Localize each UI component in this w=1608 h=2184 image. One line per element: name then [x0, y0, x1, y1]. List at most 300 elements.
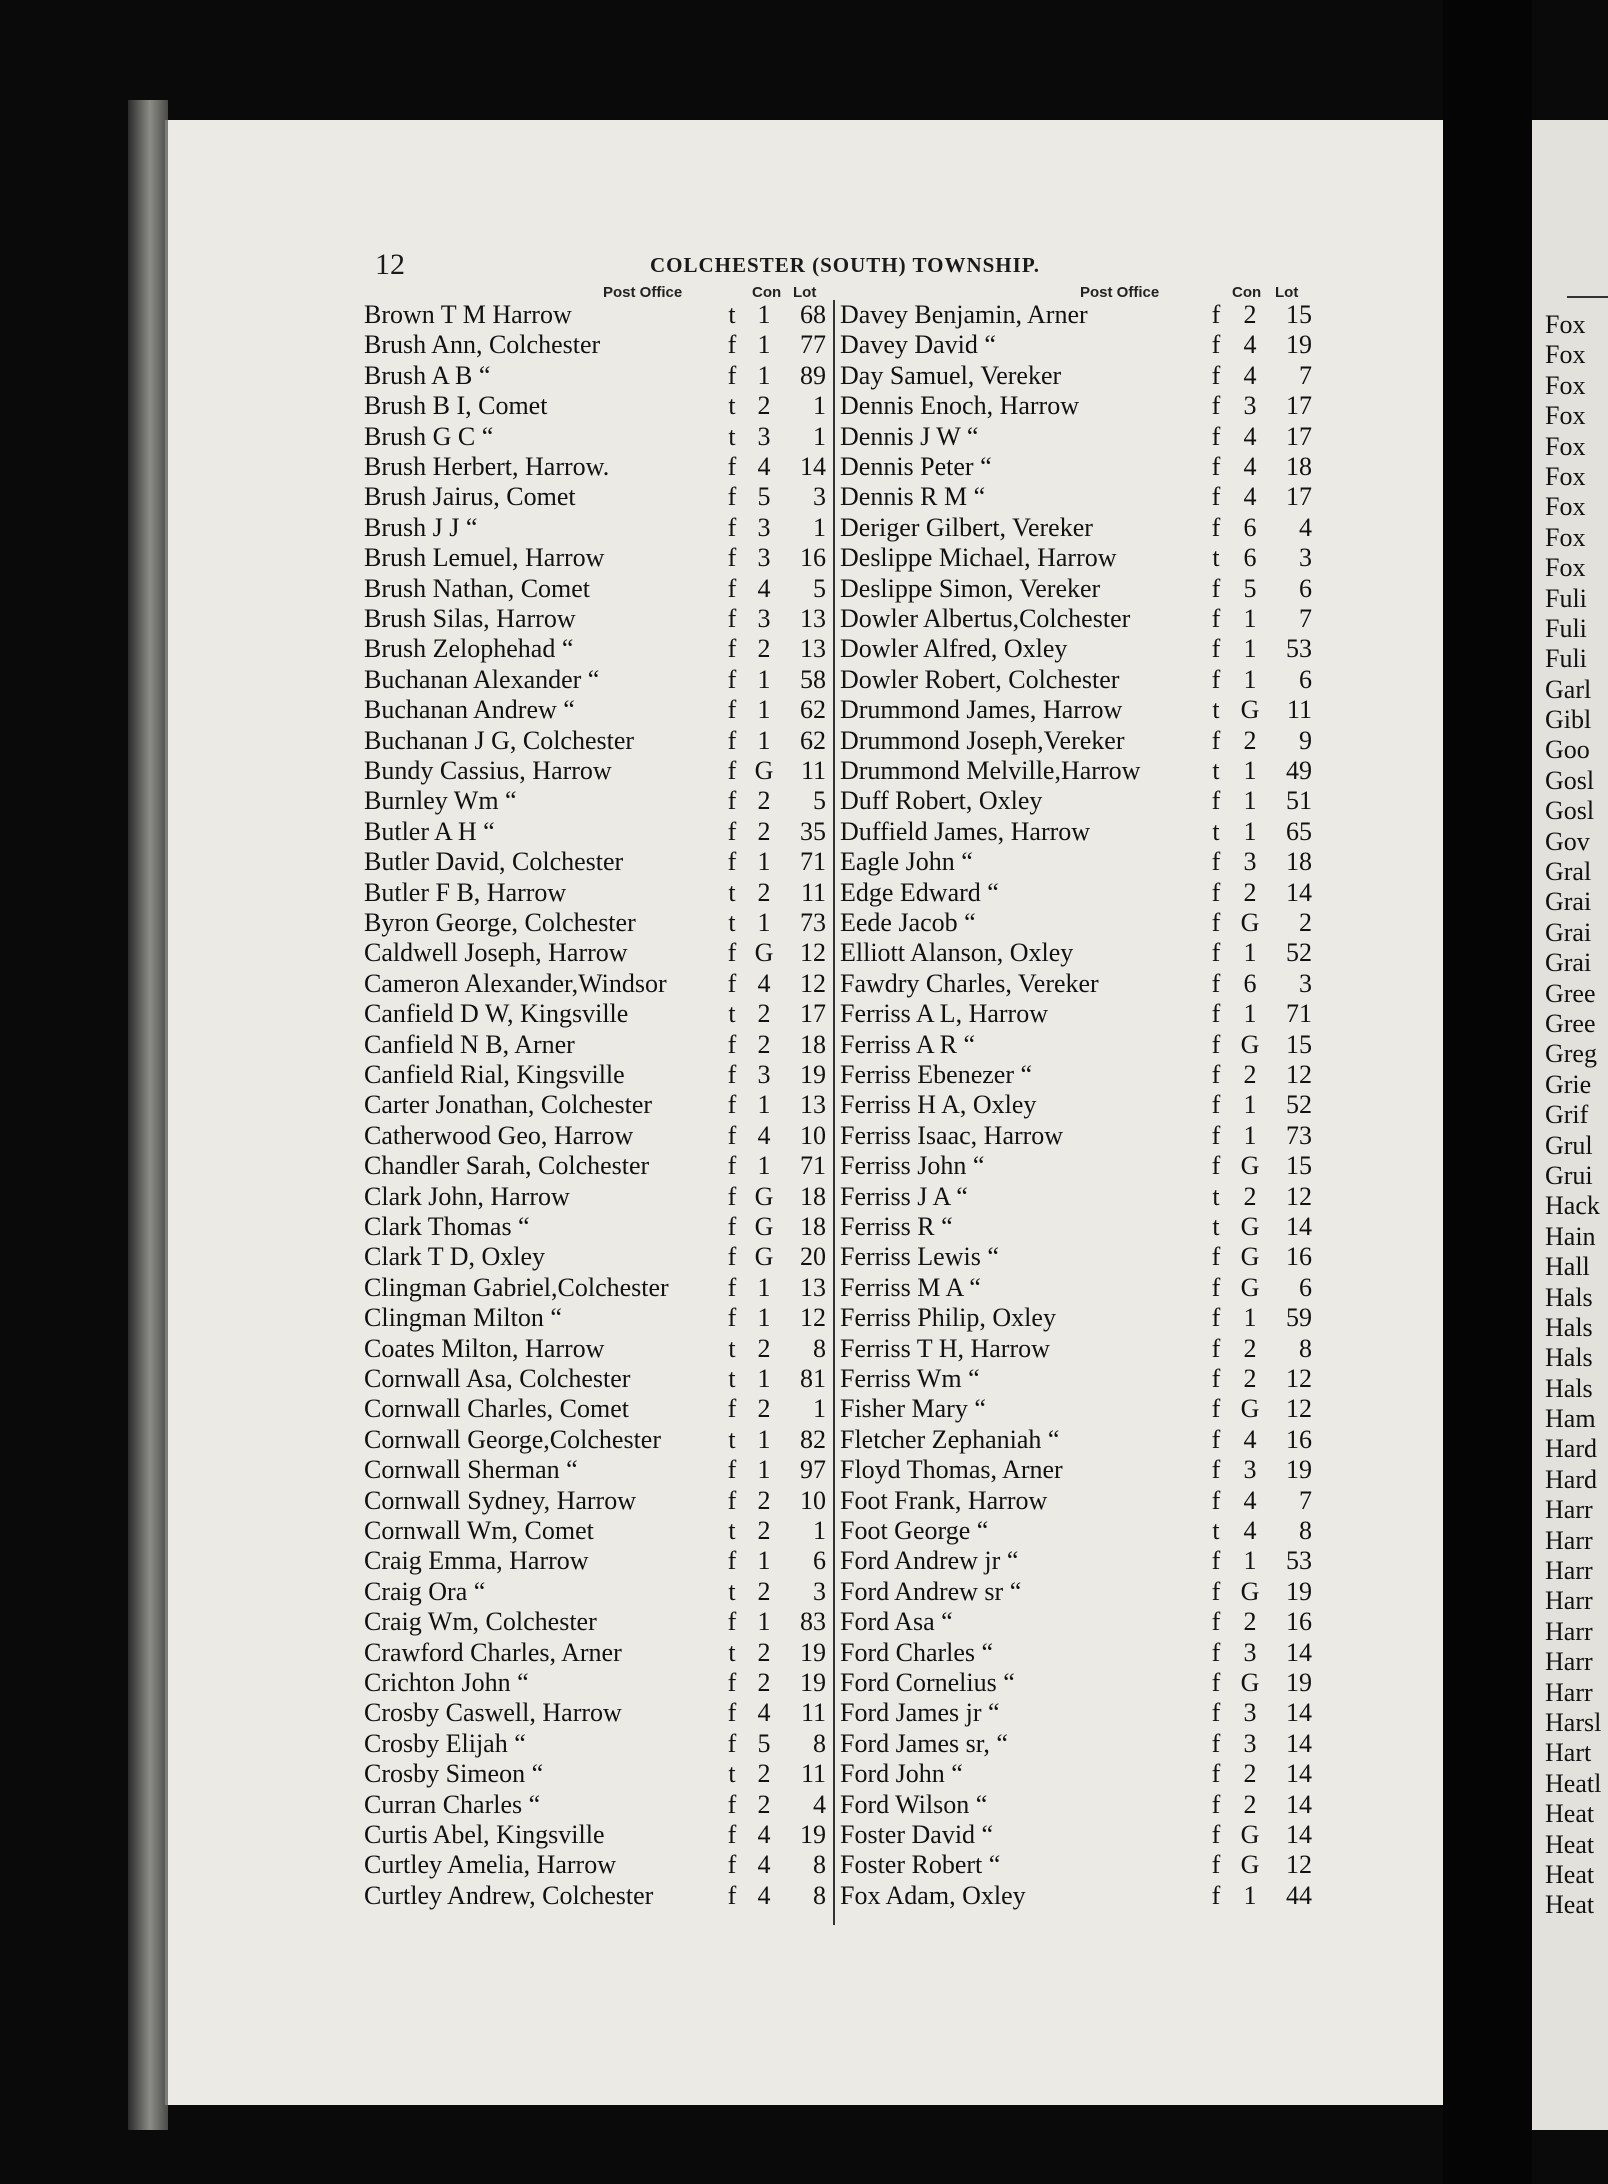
entry-lot: 71 [800, 1151, 826, 1181]
entry-concession: 1 [1243, 664, 1257, 694]
entry-lot: 82 [800, 1424, 826, 1454]
entry-name: Clark T D, Oxley [364, 1242, 546, 1272]
entry-name: Butler David, Colchester [364, 847, 624, 877]
entry-lot: 5 [813, 573, 826, 603]
entry-lot: 71 [1286, 999, 1312, 1029]
entry-lot: 19 [1286, 330, 1312, 360]
entry-name: Drummond James, Harrow [840, 695, 1123, 725]
entry-concession: 3 [757, 1060, 771, 1089]
entry-concession: 3 [757, 604, 771, 633]
page-title: COLCHESTER (SOUTH) TOWNSHIP. [650, 253, 1040, 277]
edge-word: Heatl [1545, 1768, 1602, 1798]
edge-word: Gov [1545, 826, 1590, 856]
edge-word: Grai [1545, 948, 1592, 978]
entry-lot: 8 [813, 1850, 826, 1880]
entry-name: Craig Ora “ [364, 1576, 486, 1606]
entry-lot: 8 [813, 1333, 826, 1363]
entry-type: f [1211, 1880, 1221, 1910]
entry-lot: 17 [1286, 421, 1312, 451]
entry-name: Dowler Albertus,Colchester [840, 604, 1131, 633]
entry-concession: 2 [757, 1516, 771, 1545]
entry-type: f [727, 1455, 737, 1485]
entry-name: Clark John, Harrow [364, 1181, 570, 1211]
edge-word: Garl [1545, 674, 1592, 704]
entry-name: Curtis Abel, Kingsville [364, 1820, 605, 1849]
entry-name: Curtley Amelia, Harrow [364, 1850, 616, 1880]
column-divider [833, 300, 835, 1925]
entry-name: Ferriss R “ [840, 1212, 953, 1241]
entry-name: Crosby Caswell, Harrow [364, 1698, 622, 1728]
entry-lot: 19 [800, 1820, 826, 1849]
entry-type: f [1211, 300, 1221, 329]
entry-name: Dowler Alfred, Oxley [840, 634, 1068, 664]
edge-word: Grul [1545, 1130, 1593, 1160]
entry-type: f [1211, 1060, 1221, 1089]
edge-word: Gral [1545, 857, 1592, 887]
entry-name: Butler F B, Harrow [364, 877, 567, 907]
entry-lot: 6 [1299, 664, 1312, 694]
entry-lot: 10 [800, 1485, 826, 1515]
edge-word: Hart [1545, 1738, 1592, 1768]
entry-name: Ford Andrew jr “ [840, 1546, 1019, 1576]
entry-concession: G [1240, 1576, 1260, 1606]
entry-name: Ferriss Philip, Oxley [840, 1303, 1056, 1333]
entry-name: Ferriss Isaac, Harrow [840, 1120, 1064, 1150]
entry-type: f [727, 1728, 737, 1758]
entry-name: Ferriss Lewis “ [840, 1242, 999, 1272]
entry-lot: 53 [1286, 634, 1312, 664]
entry-concession: 2 [1243, 300, 1257, 329]
edge-word: Grai [1545, 887, 1592, 917]
entry-concession: 3 [1243, 1455, 1257, 1485]
entry-concession: 1 [1243, 1120, 1257, 1150]
entry-type: f [1211, 786, 1221, 816]
entry-type: f [1211, 573, 1221, 603]
entry-concession: G [1240, 1850, 1260, 1880]
entry-name: Ford James sr, “ [840, 1728, 1008, 1758]
entry-lot: 9 [1299, 725, 1312, 755]
entry-lot: 1 [813, 1516, 826, 1545]
edge-word: Harr [1545, 1586, 1593, 1616]
entry-name: Curran Charles “ [364, 1789, 541, 1819]
entry-type: f [1211, 968, 1221, 998]
entry-type: f [1211, 1333, 1221, 1363]
entry-type: f [1211, 1820, 1221, 1849]
entry-lot: 17 [1286, 482, 1312, 512]
entry-name: Brush Nathan, Comet [364, 573, 591, 603]
entry-name: Cornwall Sydney, Harrow [364, 1485, 636, 1515]
entry-lot: 13 [800, 634, 826, 664]
entry-lot: 18 [1286, 847, 1312, 877]
entry-name: Duffield James, Harrow [840, 816, 1091, 846]
entry-concession: 4 [1243, 452, 1257, 481]
entry-concession: 1 [1243, 1546, 1257, 1576]
entry-concession: 2 [757, 634, 771, 664]
entry-concession: 2 [1243, 1060, 1257, 1089]
entry-name: Brush Lemuel, Harrow [364, 543, 605, 573]
entry-lot: 97 [800, 1455, 826, 1485]
entry-concession: 4 [1243, 421, 1257, 451]
edge-word: Fox [1545, 401, 1586, 431]
entry-lot: 1 [813, 421, 826, 451]
entry-lot: 19 [800, 1668, 826, 1697]
entry-lot: 1 [813, 512, 826, 542]
entry-lot: 1 [813, 391, 826, 421]
entry-lot: 14 [1286, 1759, 1312, 1789]
entry-type: f [727, 1029, 737, 1059]
entry-type: f [1211, 664, 1221, 694]
entry-type: f [727, 968, 737, 998]
edge-word: Hals [1545, 1282, 1593, 1312]
entry-name: Clark Thomas “ [364, 1212, 530, 1241]
entry-type: f [1211, 1637, 1221, 1667]
entry-name: Canfield N B, Arner [364, 1029, 575, 1059]
entry-lot: 3 [813, 482, 826, 512]
entry-lot: 18 [800, 1212, 826, 1241]
entry-lot: 19 [800, 1637, 826, 1667]
entry-name: Fawdry Charles, Vereker [840, 968, 1099, 998]
entry-concession: 4 [1243, 360, 1257, 390]
entry-type: f [1211, 1120, 1221, 1150]
entry-name: Cameron Alexander,Windsor [364, 968, 667, 998]
entry-name: Carter Jonathan, Colchester [364, 1090, 653, 1120]
entry-concession: 2 [1243, 1181, 1257, 1211]
entry-name: Ferriss T H, Harrow [840, 1333, 1050, 1363]
entry-type: t [728, 1516, 736, 1545]
edge-word: Hard [1545, 1464, 1597, 1494]
entry-type: f [727, 360, 737, 390]
entry-concession: 2 [757, 1485, 771, 1515]
entry-lot: 8 [1299, 1516, 1312, 1545]
entry-concession: 2 [757, 816, 771, 846]
entry-concession: 4 [1243, 1485, 1257, 1515]
entry-concession: 2 [757, 1789, 771, 1819]
entry-type: t [1212, 1212, 1220, 1241]
entry-lot: 16 [1286, 1242, 1312, 1272]
entry-concession: 5 [757, 1728, 771, 1758]
entry-name: Eagle John “ [840, 847, 973, 877]
entry-type: f [727, 938, 737, 968]
edge-word: Fuli [1545, 583, 1587, 613]
entry-concession: 4 [757, 1698, 771, 1728]
entry-lot: 10 [800, 1120, 826, 1150]
entry-lot: 14 [1286, 1820, 1312, 1849]
entry-type: f [727, 1850, 737, 1880]
entry-name: Fox Adam, Oxley [840, 1880, 1026, 1910]
edge-word: Hall [1545, 1252, 1590, 1282]
entry-name: Brush Jairus, Comet [364, 482, 576, 512]
entry-name: Ferriss A R “ [840, 1029, 976, 1059]
entry-name: Clingman Gabriel,Colchester [364, 1272, 669, 1302]
entry-type: f [1211, 1759, 1221, 1789]
entry-type: f [727, 1181, 737, 1211]
entry-concession: G [754, 1181, 774, 1211]
right-con-header: Con [1232, 284, 1262, 301]
entry-name: Ford Andrew sr “ [840, 1576, 1022, 1606]
entry-name: Ford Charles “ [840, 1637, 994, 1667]
entry-lot: 58 [800, 664, 826, 694]
entry-concession: 2 [757, 786, 771, 816]
entry-lot: 77 [800, 330, 826, 360]
entry-type: f [727, 1303, 737, 1333]
entry-concession: 3 [757, 421, 771, 451]
entry-name: Cornwall Sherman “ [364, 1455, 578, 1485]
entry-type: f [727, 452, 737, 481]
entry-lot: 52 [1286, 1090, 1312, 1120]
edge-word: Fox [1545, 370, 1586, 400]
entry-type: f [727, 786, 737, 816]
entry-concession: 1 [1243, 786, 1257, 816]
entry-concession: 2 [757, 391, 771, 421]
entry-type: f [727, 573, 737, 603]
entry-lot: 89 [800, 360, 826, 390]
entry-concession: 1 [757, 1546, 771, 1576]
entry-name: Davey David “ [840, 330, 996, 360]
entry-lot: 7 [1299, 360, 1312, 390]
entry-name: Crichton John “ [364, 1668, 529, 1697]
entry-lot: 51 [1286, 786, 1312, 816]
entry-type: f [727, 1820, 737, 1849]
edge-word: Ham [1545, 1404, 1596, 1434]
entry-concession: 6 [1243, 968, 1257, 998]
edge-word: Harr [1545, 1495, 1593, 1525]
entry-lot: 5 [813, 786, 826, 816]
entry-type: f [1211, 1546, 1221, 1576]
entry-type: t [728, 908, 736, 937]
edge-word: Fox [1545, 461, 1586, 491]
entry-concession: 3 [1243, 391, 1257, 421]
entry-type: t [1212, 1181, 1220, 1211]
entry-name: Byron George, Colchester [364, 908, 636, 937]
entry-type: f [727, 1394, 737, 1424]
entry-lot: 11 [800, 1698, 826, 1728]
entry-type: f [727, 1090, 737, 1120]
entry-type: t [728, 1759, 736, 1789]
entry-lot: 11 [1286, 695, 1312, 725]
entry-name: Coates Milton, Harrow [364, 1333, 605, 1363]
entry-concession: 2 [1243, 1759, 1257, 1789]
edge-word: Hack [1545, 1191, 1600, 1221]
entry-lot: 20 [800, 1242, 826, 1272]
entry-name: Deriger Gilbert, Vereker [840, 512, 1093, 542]
entry-concession: 1 [1243, 816, 1257, 846]
entry-type: f [1211, 877, 1221, 907]
edge-word: Fox [1545, 340, 1586, 370]
entry-concession: 1 [757, 725, 771, 755]
entry-name: Cornwall Asa, Colchester [364, 1364, 631, 1393]
entry-type: f [1211, 1698, 1221, 1728]
entry-type: f [1211, 482, 1221, 512]
entry-type: f [1211, 1728, 1221, 1758]
entry-concession: 2 [1243, 1789, 1257, 1819]
entry-name: Ford Asa “ [840, 1607, 953, 1637]
entry-type: f [1211, 391, 1221, 421]
edge-word: Fox [1545, 431, 1586, 461]
entry-name: Fletcher Zephaniah “ [840, 1424, 1060, 1454]
next-page-rule [1567, 296, 1608, 298]
edge-word: Grai [1545, 917, 1592, 947]
entry-concession: 2 [757, 877, 771, 907]
entry-lot: 12 [1286, 1060, 1312, 1089]
entry-name: Brush Silas, Harrow [364, 604, 576, 633]
entry-concession: 2 [757, 1394, 771, 1424]
entry-name: Brush Herbert, Harrow. [364, 452, 610, 481]
entry-type: f [727, 1546, 737, 1576]
entry-concession: 1 [757, 695, 771, 725]
entry-type: f [1211, 634, 1221, 664]
entry-lot: 6 [1299, 1272, 1312, 1302]
left-post-office-header: Post Office [603, 284, 683, 301]
entry-lot: 19 [1286, 1455, 1312, 1485]
entry-name: Caldwell Joseph, Harrow [364, 938, 628, 968]
entry-concession: G [1240, 1029, 1260, 1059]
entry-type: t [1212, 543, 1220, 573]
entry-type: f [727, 1880, 737, 1910]
entry-type: f [1211, 1485, 1221, 1515]
entry-name: Ferriss Ebenezer “ [840, 1060, 1033, 1089]
entry-concession: 6 [1243, 512, 1257, 542]
entry-type: f [1211, 1151, 1221, 1181]
entry-name: Brush J J “ [364, 512, 478, 542]
entry-concession: 4 [1243, 482, 1257, 512]
entry-concession: G [754, 1212, 774, 1241]
entry-name: Brush Ann, Colchester [364, 330, 601, 360]
entry-concession: 2 [757, 1637, 771, 1667]
edge-word: Harr [1545, 1616, 1593, 1646]
entry-name: Chandler Sarah, Colchester [364, 1151, 650, 1181]
edge-word: Heat [1545, 1859, 1595, 1889]
entry-type: f [727, 756, 737, 785]
entry-name: Foot Frank, Harrow [840, 1485, 1048, 1515]
entry-concession: 4 [1243, 1516, 1257, 1545]
entry-lot: 15 [1286, 1029, 1312, 1059]
entry-lot: 3 [813, 1576, 826, 1606]
edge-word: Hals [1545, 1343, 1593, 1373]
entry-name: Ferriss Wm “ [840, 1364, 980, 1393]
entry-type: f [727, 1212, 737, 1241]
entry-concession: 4 [1243, 330, 1257, 360]
entry-concession: 1 [757, 1090, 771, 1120]
entry-concession: G [1240, 1668, 1260, 1697]
entry-type: f [727, 634, 737, 664]
entry-type: f [727, 512, 737, 542]
entry-name: Butler A H “ [364, 816, 495, 846]
entry-type: t [1212, 756, 1220, 785]
entry-concession: 1 [1243, 938, 1257, 968]
entry-lot: 14 [1286, 1212, 1312, 1241]
entry-type: f [727, 482, 737, 512]
entry-type: f [1211, 908, 1221, 937]
entry-name: Ford John “ [840, 1759, 963, 1789]
entry-lot: 16 [800, 543, 826, 573]
entry-concession: 4 [757, 1820, 771, 1849]
entry-name: Fisher Mary “ [840, 1394, 986, 1424]
entry-concession: 1 [757, 908, 771, 937]
entry-concession: 3 [1243, 1698, 1257, 1728]
edge-word: Harr [1545, 1677, 1593, 1707]
entry-concession: 1 [1243, 1880, 1257, 1910]
left-con-header: Con [752, 284, 782, 301]
entry-name: Crosby Simeon “ [364, 1759, 544, 1789]
entry-lot: 14 [1286, 1698, 1312, 1728]
entry-type: f [727, 1272, 737, 1302]
entry-type: t [728, 1576, 736, 1606]
entry-type: f [727, 1120, 737, 1150]
entry-type: f [727, 816, 737, 846]
entry-lot: 62 [800, 695, 826, 725]
entry-name: Ford Cornelius “ [840, 1668, 1015, 1697]
edge-word: Harr [1545, 1647, 1593, 1677]
entry-lot: 4 [1299, 512, 1312, 542]
entry-concession: 2 [757, 1759, 771, 1789]
entry-concession: 2 [757, 1029, 771, 1059]
entry-lot: 14 [800, 452, 826, 481]
entry-name: Clingman Milton “ [364, 1303, 562, 1333]
entry-concession: 1 [757, 1424, 771, 1454]
entry-name: Crawford Charles, Arner [364, 1637, 622, 1667]
entry-lot: 52 [1286, 938, 1312, 968]
entry-type: t [1212, 1516, 1220, 1545]
entry-name: Foster David “ [840, 1820, 994, 1849]
entry-type: f [1211, 1789, 1221, 1819]
entry-type: f [1211, 330, 1221, 360]
edge-word: Gree [1545, 1008, 1596, 1038]
next-page-edge-text [1545, 310, 1608, 1921]
entry-name: Cornwall Charles, Comet [364, 1394, 630, 1424]
entry-concession: 1 [757, 1272, 771, 1302]
entry-name: Deslippe Simon, Vereker [840, 573, 1101, 603]
entry-name: Drummond Joseph,Vereker [840, 725, 1125, 755]
right-lot-header: Lot [1275, 284, 1299, 301]
entry-type: f [1211, 1364, 1221, 1393]
edge-word: Heat [1545, 1799, 1595, 1829]
entry-type: t [728, 877, 736, 907]
entry-name: Catherwood Geo, Harrow [364, 1120, 634, 1150]
entry-type: f [1211, 1424, 1221, 1454]
entry-name: Brush G C “ [364, 421, 494, 451]
entry-type: f [1211, 1242, 1221, 1272]
entry-lot: 68 [800, 300, 826, 329]
entry-name: Edge Edward “ [840, 877, 999, 907]
entry-lot: 12 [1286, 1181, 1312, 1211]
entry-concession: 1 [757, 1364, 771, 1393]
entry-lot: 12 [1286, 1850, 1312, 1880]
edge-word: Gosl [1545, 796, 1595, 826]
entry-concession: 2 [757, 1333, 771, 1363]
entry-lot: 8 [813, 1880, 826, 1910]
entry-lot: 6 [1299, 573, 1312, 603]
entry-name: Ferriss J A “ [840, 1181, 968, 1211]
entry-concession: 1 [1243, 604, 1257, 633]
entry-name: Burnley Wm “ [364, 786, 517, 816]
entry-lot: 11 [800, 877, 826, 907]
entry-lot: 59 [1286, 1303, 1312, 1333]
entry-type: f [1211, 1303, 1221, 1333]
edge-word: Grif [1545, 1100, 1589, 1130]
entry-lot: 19 [1286, 1576, 1312, 1606]
edge-word: Fox [1545, 522, 1586, 552]
entry-name: Ford Wilson “ [840, 1789, 988, 1819]
entry-name: Foster Robert “ [840, 1850, 1001, 1880]
entry-name: Canfield Rial, Kingsville [364, 1060, 625, 1089]
entry-concession: 6 [1243, 543, 1257, 573]
entry-name: Ford James jr “ [840, 1698, 1000, 1728]
entry-type: t [728, 391, 736, 421]
entry-lot: 49 [1286, 756, 1312, 785]
entry-lot: 12 [800, 1303, 826, 1333]
entry-concession: 2 [1243, 725, 1257, 755]
entry-name: Brown T M Harrow [364, 300, 572, 329]
